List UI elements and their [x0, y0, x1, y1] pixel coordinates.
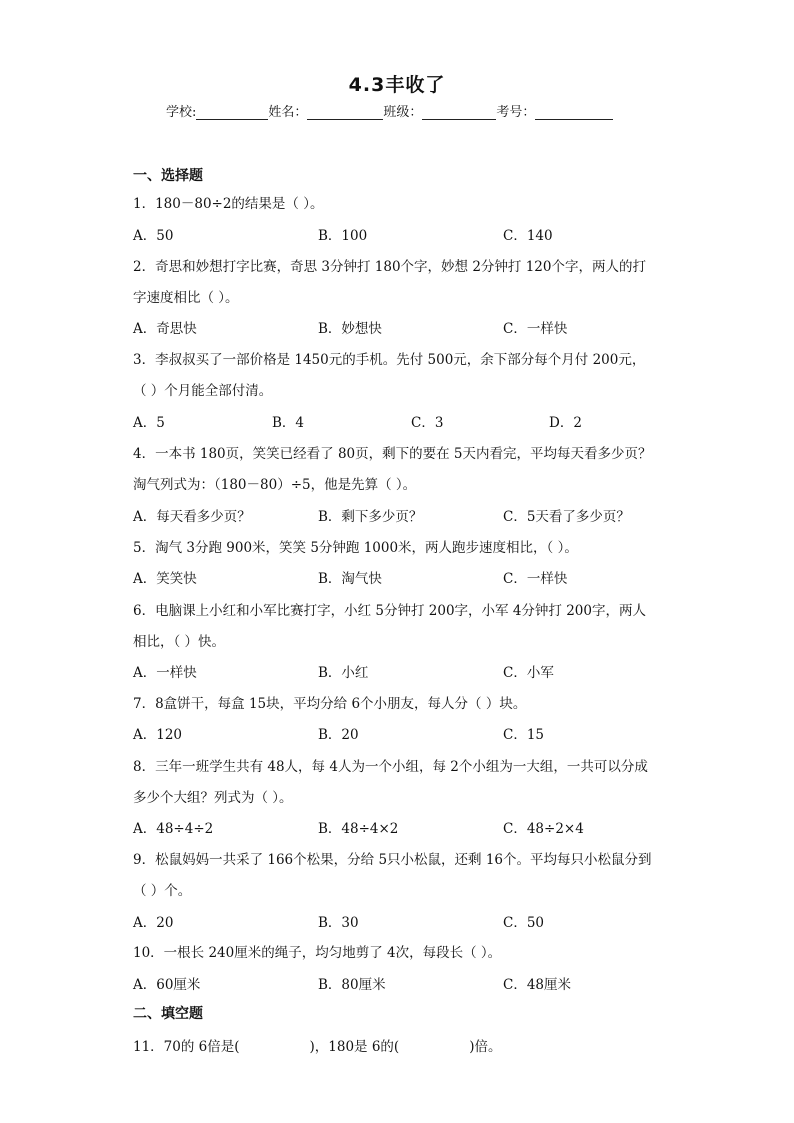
question-5-line-1: 5．淘气 3分跑 900米，笑笑 5分钟跑 1000米，两人跑步速度相比，（ ）。	[133, 540, 578, 556]
question-5-option-c[interactable]: C．一样快	[503, 571, 568, 587]
question-8-option-a[interactable]: A．48÷4÷2	[133, 821, 214, 837]
question-4-option-a[interactable]: A．每天看多少页？	[133, 509, 251, 525]
student-info-row	[166, 104, 613, 120]
question-1-option-c[interactable]: C．140	[503, 228, 553, 244]
question-4-line-2: 淘气列式为：（180－80）÷5，他是先算（ ）。	[133, 477, 417, 493]
question-8-option-b[interactable]: B．48÷4×2	[318, 821, 399, 837]
question-2-option-b[interactable]: B．妙想快	[318, 321, 382, 337]
question-9-option-a[interactable]: A．20	[133, 915, 174, 931]
question-1-line-1: 1．180－80÷2的结果是（ ）。	[133, 196, 324, 212]
question-11	[133, 1035, 501, 1055]
question-2-line-2: 字速度相比（ ）。	[133, 290, 239, 306]
question-9-line-2: （ ）个。	[133, 883, 192, 899]
question-7-line-1: 7．8盒饼干，每盒 15块，平均分给 6个小朋友，每人分（ ）块。	[133, 696, 527, 712]
question-3-line-1: 3．李叔叔买了一部价格是 1450元的手机。先付 500元，余下部分每个月付 200元，	[133, 352, 646, 368]
question-3-option-a[interactable]: A．5	[133, 415, 165, 431]
question-10-option-a[interactable]: A．60厘米	[133, 977, 201, 993]
school-label: 学校:	[166, 105, 197, 120]
section-choice-heading: 一、选择题	[133, 168, 203, 184]
class-blank[interactable]	[422, 105, 496, 120]
school-blank[interactable]	[196, 105, 268, 120]
question-6-option-c[interactable]: C．小军	[503, 665, 554, 681]
question-2-option-c[interactable]: C．一样快	[503, 321, 568, 337]
section-fill-heading: 二、填空题	[133, 1006, 203, 1022]
question-11-part-3: )倍。	[469, 1039, 502, 1055]
question-8-line-1: 8．三年一班学生共有 48人，每 4人为一个小组，每 2个小组为一大组，一共可以分成	[133, 759, 648, 775]
question-4-option-c[interactable]: C．5天看了多少页？	[503, 509, 630, 525]
question-4-line-1: 4．一本书 180页，笑笑已经看了 80页，剩下的要在 5天内看完，平均每天看多少页？	[133, 446, 652, 462]
question-3-line-2: （ ）个月能全部付清。	[133, 383, 273, 399]
question-1-option-a[interactable]: A．50	[133, 228, 174, 244]
question-11-part-1: 11．70的 6倍是(	[133, 1039, 240, 1055]
question-6-option-b[interactable]: B．小红	[318, 665, 369, 681]
question-9-line-1: 9．松鼠妈妈一共采了 166个松果，分给 5只小松鼠，还剩 16个。平均每只小松鼠分到	[133, 852, 652, 868]
question-3-option-b[interactable]: B．4	[272, 415, 305, 431]
question-6-option-a[interactable]: A．一样快	[133, 665, 197, 681]
question-8-line-2: 多少个大组？列式为（ ）。	[133, 790, 293, 806]
name-blank[interactable]	[307, 105, 383, 120]
question-2-line-1: 2．奇思和妙想打字比赛，奇思 3分钟打 180个字，妙想 2分钟打 120个字，两人的打	[133, 259, 646, 275]
question-6-line-1: 6．电脑课上小红和小军比赛打字，小红 5分钟打 200字，小军 4分钟打 200字，两人	[133, 603, 646, 619]
question-9-option-c[interactable]: C．50	[503, 915, 545, 931]
question-2-option-a[interactable]: A．奇思快	[133, 321, 197, 337]
question-8-option-c[interactable]: C．48÷2×4	[503, 821, 584, 837]
question-5-option-b[interactable]: B．淘气快	[318, 571, 382, 587]
page-title: 4.3丰收了	[348, 74, 446, 96]
question-9-option-b[interactable]: B．30	[318, 915, 359, 931]
question-3-option-c[interactable]: C．3	[411, 415, 444, 431]
exam-number-blank[interactable]	[535, 105, 613, 120]
question-3-option-d[interactable]: D．2	[549, 415, 582, 431]
question-7-option-b[interactable]: B．20	[318, 727, 359, 743]
question-11-part-2: )，180是 6的(	[309, 1039, 400, 1055]
class-label: 班级：	[383, 105, 423, 120]
exam-number-label: 考号：	[496, 105, 536, 120]
question-7-option-a[interactable]: A．120	[133, 727, 183, 743]
question-7-option-c[interactable]: C．15	[503, 727, 545, 743]
question-4-option-b[interactable]: B．剩下多少页？	[318, 509, 423, 525]
name-label: 姓名：	[268, 105, 308, 120]
question-1-option-b[interactable]: B．100	[318, 228, 368, 244]
question-10-line-1: 10．一根长 240厘米的绳子，均匀地剪了 4次，每段长（ ）。	[133, 945, 502, 961]
question-5-option-a[interactable]: A．笑笑快	[133, 571, 197, 587]
question-6-line-2: 相比，（ ）快。	[133, 634, 226, 650]
question-10-option-c[interactable]: C．48厘米	[503, 977, 572, 993]
question-10-option-b[interactable]: B．80厘米	[318, 977, 386, 993]
